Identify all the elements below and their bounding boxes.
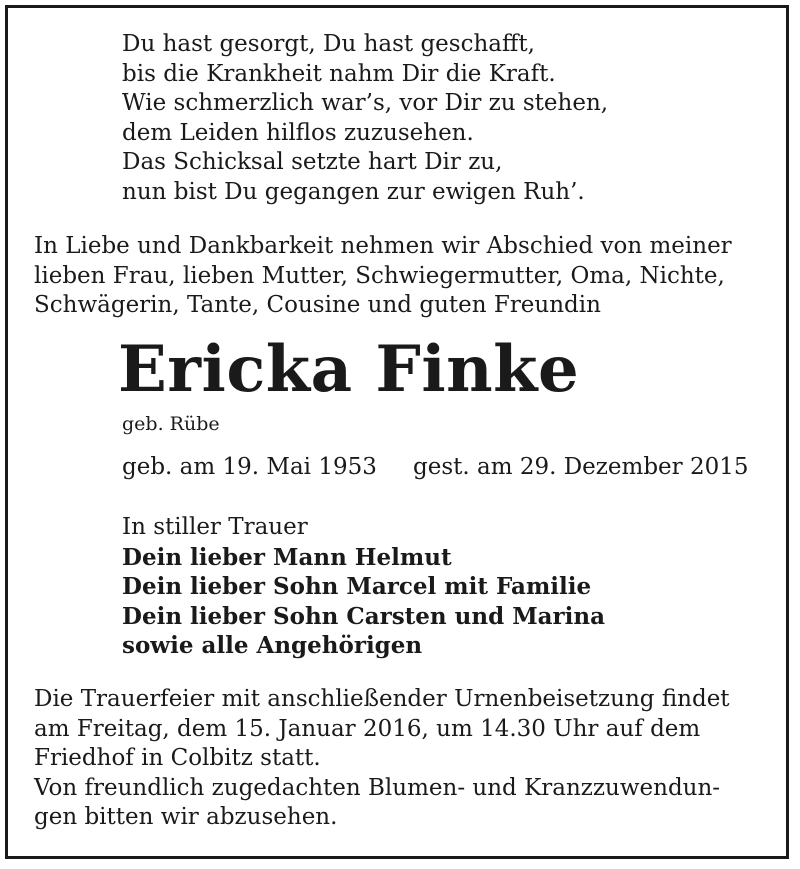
birth-date: geb. am 19. Mai 1953 bbox=[122, 454, 377, 480]
service-line: Die Trauerfeier mit anschließender Urnenbeisetzung findet bbox=[34, 686, 730, 712]
poem-line: Wie schmerzlich war’s, vor Dir zu stehen, bbox=[122, 90, 609, 116]
mourner-line: sowie alle Angehörigen bbox=[122, 632, 423, 659]
poem bbox=[122, 30, 608, 207]
mourners-heading: In stiller Trauer bbox=[122, 514, 308, 540]
deceased-name: Ericka Finke bbox=[118, 332, 580, 407]
mourner-line: Dein lieber Sohn Marcel mit Familie bbox=[122, 573, 592, 600]
service-line: Friedhof in Colbitz statt. bbox=[34, 745, 321, 771]
intro-line: In Liebe und Dankbarkeit nehmen wir Abschied von meiner bbox=[34, 233, 732, 259]
mourner-line: Dein lieber Mann Helmut bbox=[122, 543, 452, 571]
mourner-line: Dein lieber Sohn Carsten und Marina bbox=[122, 602, 606, 630]
service-info bbox=[34, 685, 730, 833]
birth-name: geb. Rübe bbox=[122, 413, 220, 435]
mourners bbox=[122, 513, 605, 661]
farewell-intro bbox=[34, 232, 732, 321]
service-line: gen bitten wir abzusehen. bbox=[34, 804, 338, 830]
intro-line: Schwägerin, Tante, Cousine und guten Freundin bbox=[34, 292, 601, 318]
poem-line: nun bist Du gegangen zur ewigen Ruh’. bbox=[122, 178, 585, 205]
death-date: gest. am 29. Dezember 2015 bbox=[413, 454, 749, 480]
poem-line: dem Leiden hilflos zuzusehen. bbox=[122, 119, 474, 146]
life-dates bbox=[122, 452, 749, 482]
poem-line: Du hast gesorgt, Du hast geschafft, bbox=[122, 31, 535, 57]
poem-line: Das Schicksal setzte hart Dir zu, bbox=[122, 149, 503, 175]
poem-line: bis die Krankheit nahm Dir die Kraft. bbox=[122, 60, 556, 87]
service-line: am Freitag, dem 15. Januar 2016, um 14.30 Uhr auf dem bbox=[34, 715, 701, 742]
intro-line: lieben Frau, lieben Mutter, Schwiegermutter, Oma, Nichte, bbox=[34, 262, 725, 289]
service-line: Von freundlich zugedachten Blumen- und Kranzzuwendun- bbox=[34, 774, 721, 801]
